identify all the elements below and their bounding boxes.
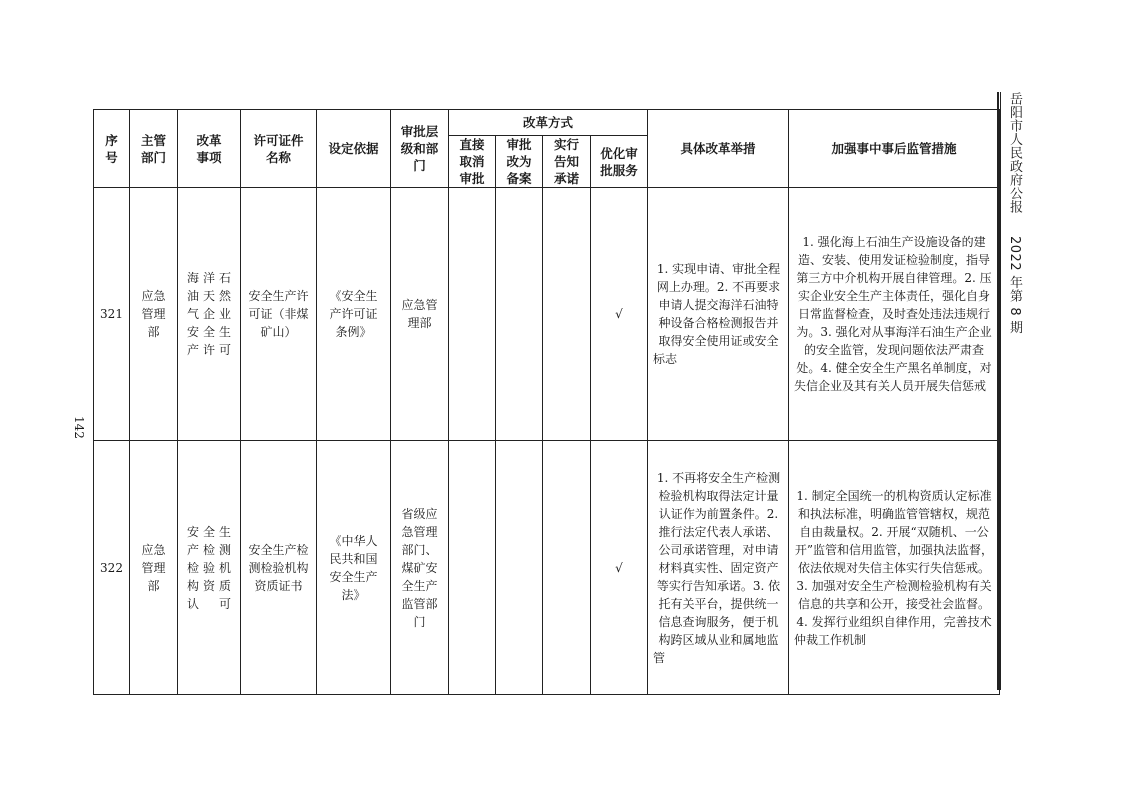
header-method-notify: 实行告知承诺 <box>543 136 591 188</box>
header-serial: 序号 <box>94 110 130 188</box>
cell-item-text: 海洋石油天然气企业安全生产许可 <box>187 271 231 357</box>
table-row <box>94 441 1000 695</box>
header-method-cancel: 直接取消审批 <box>449 136 496 188</box>
cell-serial: 322 <box>94 441 130 695</box>
header-reform-method: 改革方式 <box>449 110 648 136</box>
cell-license: 安全生产许可证（非煤矿山） <box>241 188 317 441</box>
table-row <box>94 188 1000 441</box>
header-method-optimize: 优化审批服务 <box>591 136 648 188</box>
header-basis: 设定依据 <box>317 110 391 188</box>
cell-license: 安全生产检测检验机构资质证书 <box>241 441 317 695</box>
cell-measures: 1. 实现申请、审批全程网上办理。2. 不再要求申请人提交海洋石油特种设备合格检测报告并取得安全使用证或安全标志 <box>648 188 789 441</box>
header-license: 许可证件名称 <box>241 110 317 188</box>
running-header <box>1002 92 1024 334</box>
reform-table <box>93 109 1000 695</box>
cell-level: 省级应急管理部门、煤矿安全生产监管部门 <box>391 441 449 695</box>
header-level: 审批层级和部门 <box>391 110 449 188</box>
cell-basis: 《中华人民共和国安全生产法》 <box>317 441 391 695</box>
header-item: 改革事项 <box>178 110 241 188</box>
cell-department: 应急管理部 <box>130 441 178 695</box>
page-number: 142 <box>72 416 86 439</box>
cell-basis: 《安全生产许可证条例》 <box>317 188 391 441</box>
header-method-filing: 审批改为备案 <box>496 136 543 188</box>
cell-method-filing <box>496 188 543 441</box>
cell-method-filing <box>496 441 543 695</box>
cell-measures: 1. 不再将安全生产检测检验机构取得法定计量认证作为前置条件。2. 推行法定代表人承诺、公司承诺管理，对申请材料真实性、固定资产等实行告知承诺。3. 依托有关平台，提供统一信息查询服务，便于机构跨区域从业和属地监管 <box>648 441 789 695</box>
header-department: 主管部门 <box>130 110 178 188</box>
cell-method-notify <box>543 188 591 441</box>
cell-supervision: 1. 强化海上石油生产设施设备的建造、安装、使用发证检验制度，指导第三方中介机构开展自律管理。2. 压实企业安全生产主体责任，强化自身日常监督检查，及时查处违法违规行为。3. 强化对从事海洋石油生产企业的安全监管，发现问题依法严肃查处。4. 健全安全生产黑名单制度，对失信企业及其有关人员开展失信惩戒 <box>789 188 1000 441</box>
cell-method-cancel <box>449 188 496 441</box>
cell-serial: 321 <box>94 188 130 441</box>
cell-item-text: 安全生产检测检验机构资质认可 <box>187 524 231 611</box>
cell-method-cancel <box>449 441 496 695</box>
header-measures: 具体改革举措 <box>648 110 789 188</box>
cell-method-notify <box>543 441 591 695</box>
cell-method-optimize: √ <box>591 188 648 441</box>
cell-department: 应急管理部 <box>130 188 178 441</box>
issue-label: 2022 年第 8 期 <box>1007 236 1022 335</box>
cell-item <box>178 188 241 441</box>
side-rule-thin <box>1000 92 1001 690</box>
header-supervision: 加强事中事后监管措施 <box>789 110 1000 188</box>
cell-supervision: 1. 制定全国统一的机构资质认定标准和执法标准，明确监管管辖权，规范自由裁量权。2. 开展“双随机、一公开”监管和信用监管，加强执法监督，依法依规对失信主体实行失信惩戒。3. 加强对安全生产检测检验机构有关信息的共享和公开，接受社会监督。4. 发挥行业组织自律作用，完善技术仲裁工作机制 <box>789 441 1000 695</box>
cell-level: 应急管理部 <box>391 188 449 441</box>
cell-item <box>178 441 241 695</box>
cell-method-optimize: √ <box>591 441 648 695</box>
publication-title: 岳阳市人民政府公报 <box>1007 92 1022 214</box>
